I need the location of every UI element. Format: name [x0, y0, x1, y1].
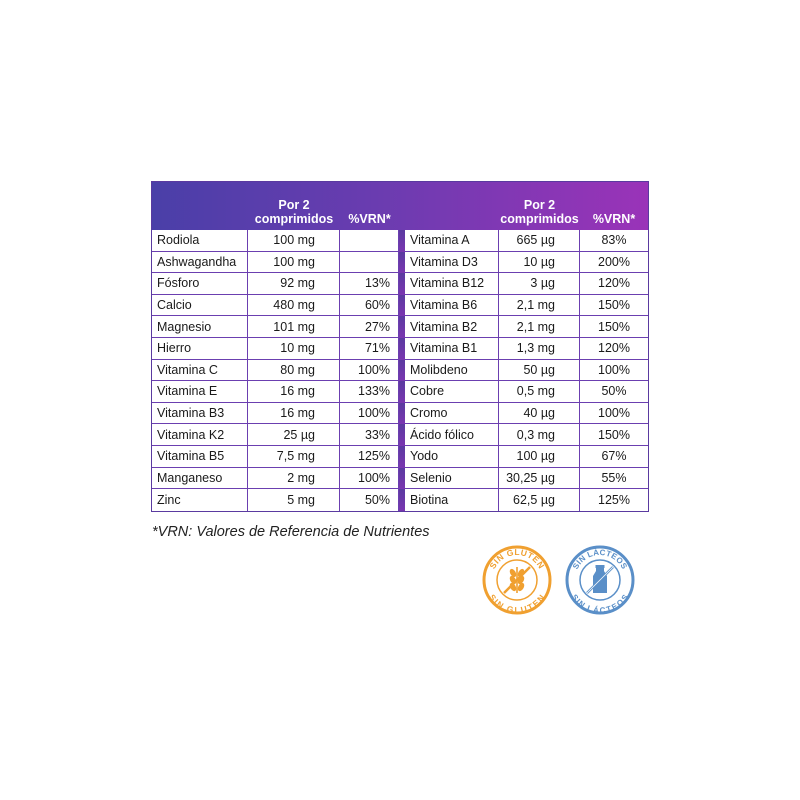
nutrient-name: Ácido fólico — [405, 424, 499, 446]
gluten-badge-text-top: SIN GLUTEN — [487, 546, 547, 571]
gluten-free-badge — [482, 545, 552, 615]
table-row — [152, 295, 648, 317]
nutrient-name: Zinc — [152, 489, 248, 511]
nutrient-vrn: 50% — [580, 381, 648, 403]
nutrient-name: Hierro — [152, 338, 248, 360]
nutrient-vrn: 33% — [340, 424, 399, 446]
table-row — [152, 273, 648, 295]
table-row — [152, 468, 648, 490]
nutrient-vrn: 55% — [580, 468, 648, 490]
nutrient-amount: 0,3 mg — [499, 424, 580, 446]
nutrient-name: Cobre — [405, 381, 499, 403]
nutrient-vrn — [340, 252, 399, 274]
table-row — [152, 338, 648, 360]
table-row — [152, 252, 648, 274]
nutrient-vrn: 13% — [340, 273, 399, 295]
header-blank-left — [152, 182, 248, 230]
nutrient-name: Vitamina B1 — [405, 338, 499, 360]
nutrient-amount: 7,5 mg — [248, 446, 340, 468]
nutrient-amount: 100 mg — [248, 230, 340, 252]
nutrient-vrn: 150% — [580, 316, 648, 338]
header-blank-right — [405, 182, 499, 230]
nutrient-amount: 10 mg — [248, 338, 340, 360]
nutrient-amount: 2,1 mg — [499, 316, 580, 338]
table-header — [152, 182, 648, 230]
header-amount-right: Por 2 comprimidos — [500, 198, 579, 226]
header-amount-left: Por 2 comprimidos — [254, 198, 334, 226]
nutrient-amount: 100 mg — [248, 252, 340, 274]
nutrient-name: Vitamina B5 — [152, 446, 248, 468]
nutrient-amount: 80 mg — [248, 360, 340, 382]
nutrient-amount: 25 µg — [248, 424, 340, 446]
table-row — [152, 446, 648, 468]
nutrient-vrn: 83% — [580, 230, 648, 252]
nutrient-vrn: 100% — [340, 468, 399, 490]
nutrient-amount: 0,5 mg — [499, 381, 580, 403]
nutrient-vrn: 67% — [580, 446, 648, 468]
nutrient-amount: 665 µg — [499, 230, 580, 252]
lactose-badge-text-top: SIN LÁCTEOS — [570, 547, 630, 571]
nutrient-amount: 480 mg — [248, 295, 340, 317]
vrn-footnote: *VRN: Valores de Referencia de Nutrientes — [152, 524, 430, 540]
lactose-free-badge — [565, 545, 635, 615]
nutrient-name: Vitamina B12 — [405, 273, 499, 295]
nutrient-vrn: 100% — [580, 403, 648, 425]
nutrient-amount: 1,3 mg — [499, 338, 580, 360]
nutrient-vrn: 125% — [580, 489, 648, 511]
nutrient-vrn: 120% — [580, 338, 648, 360]
nutrient-name: Vitamina K2 — [152, 424, 248, 446]
nutrient-name: Cromo — [405, 403, 499, 425]
nutrient-amount: 30,25 µg — [499, 468, 580, 490]
nutrient-amount: 62,5 µg — [499, 489, 580, 511]
gluten-badge-text-bottom: SIN GLUTEN — [486, 592, 547, 615]
nutrient-name: Calcio — [152, 295, 248, 317]
nutrient-amount: 50 µg — [499, 360, 580, 382]
nutrient-vrn: 60% — [340, 295, 399, 317]
table-row — [152, 489, 648, 511]
nutrient-amount: 3 µg — [499, 273, 580, 295]
nutrient-vrn — [340, 230, 399, 252]
lactose-badge-text-bottom: SIN LÁCTEOS — [569, 592, 631, 615]
nutrient-name: Biotina — [405, 489, 499, 511]
table-row — [152, 381, 648, 403]
nutrition-table — [151, 181, 649, 512]
nutrient-amount: 10 µg — [499, 252, 580, 274]
nutrient-name: Vitamina C — [152, 360, 248, 382]
nutrient-vrn: 100% — [580, 360, 648, 382]
nutrient-name: Ashwagandha — [152, 252, 248, 274]
nutrient-amount: 16 mg — [248, 403, 340, 425]
table-row — [152, 360, 648, 382]
nutrient-vrn: 50% — [340, 489, 399, 511]
nutrient-amount: 2 mg — [248, 468, 340, 490]
nutrient-name: Vitamina B6 — [405, 295, 499, 317]
nutrient-vrn: 125% — [340, 446, 399, 468]
nutrient-amount: 40 µg — [499, 403, 580, 425]
nutrient-name: Rodiola — [152, 230, 248, 252]
table-row — [152, 316, 648, 338]
nutrient-vrn: 150% — [580, 295, 648, 317]
nutrient-vrn: 150% — [580, 424, 648, 446]
nutrient-amount: 16 mg — [248, 381, 340, 403]
nutrient-vrn: 100% — [340, 403, 399, 425]
nutrient-vrn: 27% — [340, 316, 399, 338]
nutrient-name: Vitamina B3 — [152, 403, 248, 425]
table-row — [152, 403, 648, 425]
nutrient-name: Selenio — [405, 468, 499, 490]
nutrient-name: Vitamina B2 — [405, 316, 499, 338]
nutrient-name: Vitamina D3 — [405, 252, 499, 274]
nutrient-vrn: 133% — [340, 381, 399, 403]
header-vrn-left: %VRN* — [348, 212, 391, 226]
nutrient-name: Magnesio — [152, 316, 248, 338]
nutrient-vrn: 71% — [340, 338, 399, 360]
nutrient-amount: 92 mg — [248, 273, 340, 295]
nutrient-name: Fósforo — [152, 273, 248, 295]
nutrient-name: Manganeso — [152, 468, 248, 490]
nutrient-name: Molibdeno — [405, 360, 499, 382]
header-vrn-right: %VRN* — [592, 212, 636, 226]
nutrient-name: Vitamina E — [152, 381, 248, 403]
table-row — [152, 230, 648, 252]
nutrient-vrn: 200% — [580, 252, 648, 274]
table-body — [152, 230, 648, 511]
nutrient-name: Vitamina A — [405, 230, 499, 252]
nutrient-amount: 2,1 mg — [499, 295, 580, 317]
nutrient-amount: 100 µg — [499, 446, 580, 468]
nutrient-amount: 5 mg — [248, 489, 340, 511]
table-row — [152, 424, 648, 446]
nutrient-vrn: 100% — [340, 360, 399, 382]
nutrient-amount: 101 mg — [248, 316, 340, 338]
nutrient-vrn: 120% — [580, 273, 648, 295]
nutrient-name: Yodo — [405, 446, 499, 468]
